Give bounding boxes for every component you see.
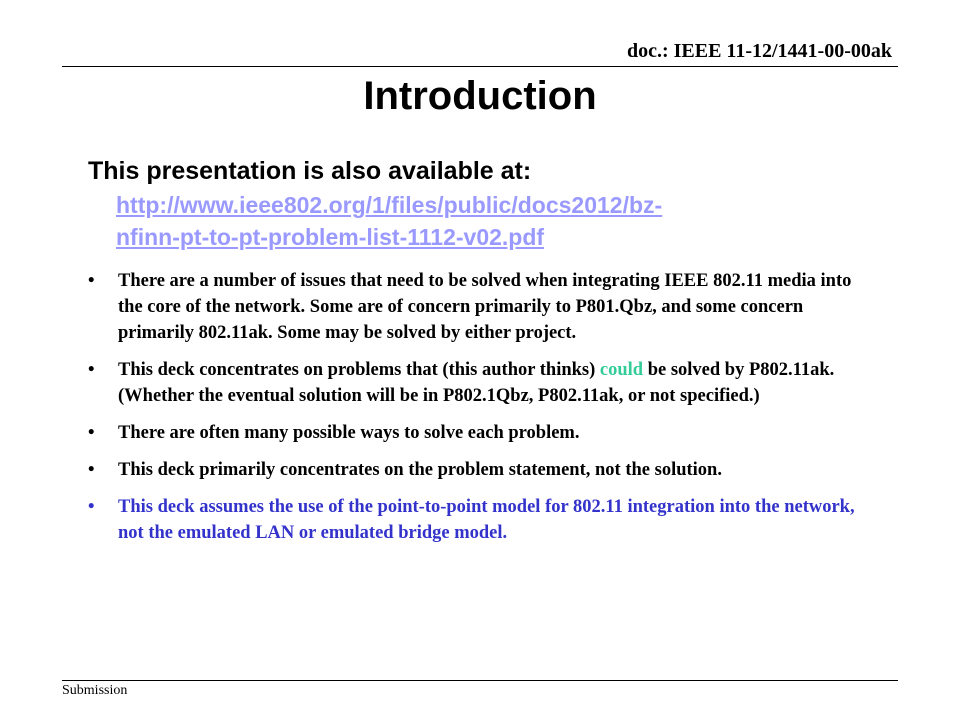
intro-text: This presentation is also available at: (88, 157, 532, 185)
bullet-dot-icon: • (88, 497, 95, 517)
bullet-dot-icon: • (88, 271, 95, 291)
bullet-list (88, 268, 878, 557)
bullet-item-possible-ways (88, 420, 878, 446)
bullet-text: There are often many possible ways to solve each problem. (118, 423, 580, 443)
document-id: doc.: IEEE 11-12/1441-00-00ak (626, 40, 892, 62)
bullet-item-concentrates (88, 357, 878, 409)
bullet-text: This deck assumes the use of the point-to-point model for 802.11 integration into the network, not the emulated LAN or emulated bridge model. (118, 497, 855, 543)
bullet-accent-word: could (599, 360, 644, 380)
presentation-link-line-1[interactable]: http://www.ieee802.org/1/files/public/docs2012/bz- (116, 192, 663, 218)
header-divider (62, 66, 898, 67)
bullet-text-before: This deck concentrates on problems that (this author thinks) (118, 360, 600, 380)
bullet-dot-icon: • (88, 423, 95, 443)
bullet-text-after: be solved by P802.11ak. (Whether the eventual solution will be in P802.1Qbz, P802.11ak, or not specified.) (118, 360, 835, 406)
presentation-link-block (116, 189, 836, 253)
bullet-item-problem-statement (88, 457, 878, 483)
bullet-dot-icon: • (88, 460, 95, 480)
bullet-text: This deck primarily concentrates on the problem statement, not the solution. (118, 460, 722, 480)
bullet-item-point-to-point (88, 494, 878, 546)
footer-label: Submission (62, 683, 128, 698)
bullet-item-issues (88, 268, 878, 346)
footer-divider (62, 680, 898, 681)
bullet-dot-icon: • (88, 360, 95, 380)
presentation-link-line-2[interactable]: nfinn-pt-to-pt-problem-list-1112-v02.pdf (116, 224, 545, 250)
bullet-text: There are a number of issues that need to be solved when integrating IEEE 802.11 media into the core of the network. Some are of concern primarily to P801.Qbz, and some concern primarily 802.11ak. Some may be solved by either project. (118, 271, 852, 343)
slide-title: Introduction (363, 74, 597, 118)
